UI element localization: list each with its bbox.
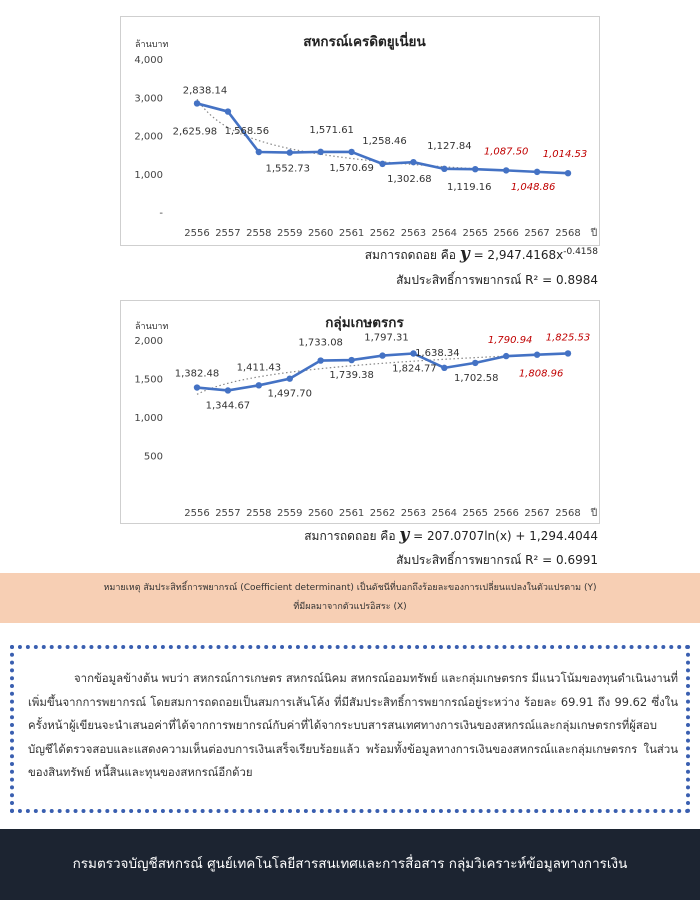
data-point — [503, 353, 509, 359]
y-tick-label: 3,000 — [134, 93, 163, 105]
data-point — [534, 169, 540, 175]
data-label: 1,570.69 — [329, 162, 374, 174]
x-tick-label: 2560 — [307, 508, 334, 519]
x-tick-label: 2563 — [400, 508, 427, 519]
r-squared-2: สัมประสิทธิ์การพยากรณ์ R² = 0.6991 — [396, 553, 598, 567]
x-tick-label: 2557 — [215, 508, 241, 519]
x-tick-label: 2565 — [462, 508, 488, 519]
x-tick-label: 2566 — [493, 508, 519, 519]
data-point — [534, 352, 540, 358]
y-tick-label: 1,000 — [134, 169, 163, 181]
data-point — [410, 159, 416, 165]
data-label: 1,824.77 — [392, 363, 437, 375]
y-axis-unit-label: ล้านบาท — [135, 322, 169, 332]
data-point — [503, 167, 509, 173]
note-line-1: หมายเหตุ สัมประสิทธิ์การพยากรณ์ (Coefficient determinant) เป็นดัชนีที่บอกถึงร้อยละของการเปลี่ยนแปลงในตัวแปรตาม (Y) — [103, 583, 597, 593]
data-label: 1,127.84 — [427, 140, 472, 152]
x-tick-label: 2559 — [277, 228, 303, 239]
data-point — [256, 149, 262, 155]
x-tick-label: 2558 — [246, 228, 272, 239]
data-label: 2,625.98 — [172, 126, 218, 138]
data-point — [287, 149, 293, 155]
data-point — [472, 360, 478, 366]
equation-exponent: -0.4158 — [563, 247, 598, 257]
data-point — [348, 149, 354, 155]
trend-line — [197, 353, 568, 394]
forecast-data-label: 1,808.96 — [518, 368, 564, 380]
regression-equation-2 — [304, 525, 598, 546]
x-tick-label: 2566 — [493, 228, 519, 239]
y-tick-label: 4,000 — [134, 55, 163, 66]
data-label: 1,552.73 — [265, 163, 311, 175]
data-point — [348, 357, 354, 363]
data-label: 1,411.43 — [236, 362, 282, 374]
x-tick-label: 2562 — [369, 508, 396, 519]
equation-prefix: สมการถดถอย คือ — [304, 529, 396, 543]
x-tick-label: 2564 — [431, 228, 458, 239]
x-tick-label: 2564 — [431, 508, 458, 519]
equation-prefix: สมการถดถอย คือ — [364, 248, 457, 262]
data-point — [317, 357, 323, 363]
data-label: 1,702.58 — [453, 372, 499, 384]
data-label: 1,302.68 — [387, 174, 432, 186]
forecast-data-label: 1,790.94 — [487, 335, 533, 347]
y-tick-label: - — [159, 208, 163, 219]
data-label: 1,119.16 — [446, 182, 492, 194]
data-point — [194, 100, 200, 106]
y-tick-label: 2,000 — [134, 336, 163, 347]
forecast-data-label: 1,048.86 — [510, 181, 556, 193]
x-tick-label: 2560 — [307, 228, 334, 239]
data-label: 2,838.14 — [182, 85, 228, 97]
data-point — [225, 387, 231, 393]
x-tick-label: 2567 — [524, 228, 550, 239]
x-tick-label: 2563 — [400, 228, 427, 239]
x-tick-label: 2561 — [338, 228, 365, 239]
summary-paragraph: จากข้อมูลข้างต้น พบว่า สหกรณ์การเกษตร สหกรณ์นิคม สหกรณ์ออมทรัพย์ และกลุ่มเกษตรกร มีแนวโน้มของทุนดำเนินงานที่เพิ่มขึ้นจากการพยากรณ์ โดยสมการถดถอยเป็นสมการเส้นโค้ง ที่มีสัมประสิทธิ์การพยากรณ์อยู่ระหว่าง ร้อยละ 69.91 ถึง 99.62 ซึ่งในครั้งหน้าผู้เขียนจะนำเสนอค่าที่ได้จากการพยากรณ์กับค่าที่ได้จากระบบสารสนเทศทางการเงินของสหกรณ์และกลุ่มเกษตรกรที่ผู้สอบบัญชีได้ตรวจสอบและแสดงความเห็นต่องบการเงินเสร็จเรียบร้อยแล้ว พร้อมทั้งข้อมูลทางการเงินของสหกรณ์และกลุ่มเกษตรกร ในส่วนของสินทรัพย์ หนี้สินและทุนของสหกรณ์อีกด้วย — [28, 671, 678, 779]
y-tick-label: 2,000 — [134, 131, 163, 143]
data-label: 1,739.38 — [329, 370, 374, 382]
x-tick-label: 2568 — [555, 228, 581, 239]
x-tick-label: 2559 — [277, 508, 303, 519]
data-point — [194, 384, 200, 390]
footer-bar: กรมตรวจบัญชีสหกรณ์ ศูนย์เทคโนโลยีสารสนเทศและการสื่อสาร กลุ่มวิเคราะห์ข้อมูลทางการเงิน — [0, 829, 700, 900]
forecast-data-label: 1,014.53 — [542, 149, 588, 161]
chart-farmer-group-svg — [121, 301, 599, 523]
data-point — [379, 161, 385, 167]
forecast-data-label: 1,087.50 — [483, 146, 529, 158]
x-axis-unit-label: ปี — [590, 508, 598, 519]
x-tick-label: 2568 — [555, 508, 581, 519]
note-line-2: ที่มีผลมาจากตัวแปรอิสระ (X) — [293, 602, 407, 612]
y-hat-symbol: y — [399, 525, 410, 545]
data-point — [287, 375, 293, 381]
data-point — [317, 149, 323, 155]
x-tick-label: 2565 — [462, 228, 488, 239]
chart-farmer-group — [120, 300, 600, 524]
x-axis-unit-label: ปี — [590, 228, 598, 239]
y-tick-label: 1,000 — [134, 413, 163, 424]
chart-credit-union — [120, 16, 600, 246]
data-label: 1,733.08 — [298, 337, 343, 349]
x-tick-label: 2556 — [184, 228, 210, 239]
data-point — [565, 170, 571, 176]
y-tick-label: 500 — [143, 451, 163, 463]
x-tick-label: 2557 — [215, 228, 241, 239]
data-label: 1,571.61 — [309, 124, 354, 136]
equation-body: = 2,947.4168x — [473, 248, 564, 262]
regression-equation-1 — [365, 244, 598, 265]
chart-title: สหกรณ์เครดิตยูเนี่ยน — [303, 34, 426, 50]
chart-title: กลุ่มเกษตรกร — [325, 315, 404, 331]
data-label: 1,382.48 — [174, 368, 220, 380]
data-point — [441, 365, 447, 371]
note-band — [0, 573, 700, 623]
data-label: 1,344.67 — [205, 400, 251, 412]
equation-body: = 207.0707ln(x) + 1,294.4044 — [413, 529, 598, 543]
data-label: 1,797.31 — [364, 332, 409, 344]
data-point — [472, 166, 478, 172]
data-point — [565, 350, 571, 356]
y-axis-unit-label: ล้านบาท — [135, 40, 169, 50]
data-label: 1,638.34 — [415, 347, 460, 359]
data-label: 1,258.46 — [362, 135, 407, 147]
data-label: 1,568.56 — [224, 126, 270, 138]
y-hat-symbol: y — [459, 244, 470, 264]
summary-box — [10, 645, 690, 813]
x-tick-label: 2567 — [524, 508, 550, 519]
data-point — [379, 352, 385, 358]
data-point — [256, 382, 262, 388]
r-squared-1: สัมประสิทธิ์การพยากรณ์ R² = 0.8984 — [396, 273, 598, 287]
x-tick-label: 2562 — [369, 228, 396, 239]
data-point — [441, 166, 447, 172]
x-tick-label: 2558 — [246, 508, 272, 519]
data-label: 1,497.70 — [267, 388, 313, 400]
x-tick-label: 2556 — [184, 508, 210, 519]
y-tick-label: 1,500 — [134, 374, 163, 386]
forecast-data-label: 1,825.53 — [545, 332, 591, 344]
x-tick-label: 2561 — [338, 508, 365, 519]
chart-credit-union-svg — [121, 17, 599, 245]
data-point — [225, 108, 231, 114]
